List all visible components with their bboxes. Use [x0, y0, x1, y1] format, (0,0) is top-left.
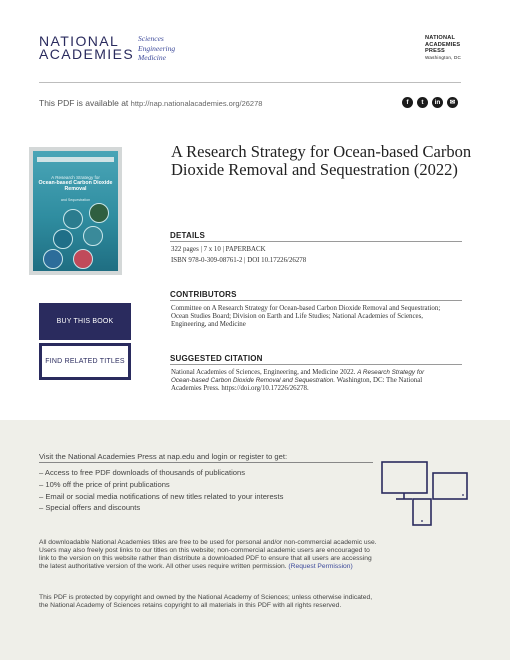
devices-icon	[380, 461, 472, 527]
press-logo	[425, 35, 461, 61]
logo-sub-line: Sciences	[138, 34, 164, 43]
request-permission-link[interactable]: (Request Permission)	[288, 563, 353, 571]
book-title: A Research Strategy for Ocean-based Carbon Dioxide Removal and Sequestration (2022)	[171, 142, 472, 179]
list-item: – Special offers and discounts	[39, 502, 283, 514]
find-related-titles-button[interactable]: FIND RELATED TITLES	[39, 343, 131, 380]
press-location: Washington, DC	[425, 54, 462, 60]
cover-circle	[63, 209, 83, 229]
logo-line: NATIONAL	[39, 33, 120, 49]
cover-circle	[89, 203, 109, 223]
details-pages: 322 pages | 7 x 10 | PAPERBACK	[171, 246, 266, 253]
details-divider	[170, 241, 462, 242]
cover-band	[37, 157, 114, 162]
facebook-icon[interactable]: f	[402, 97, 413, 108]
permission-text	[39, 539, 379, 571]
press-line: ACADEMIES	[425, 41, 461, 48]
cover-circle	[83, 226, 103, 246]
visit-nap-text: Visit the National Academies Press at nap.edu and login or register to get:	[39, 452, 288, 461]
availability-prefix: This PDF is available at	[39, 98, 129, 108]
benefits-list	[39, 467, 283, 514]
contributors-text: Committee on A Research Strategy for Ocean-based Carbon Dioxide Removal and Sequestration; Ocean Studies Board; Division on Earth and Life Studies; National Academies of Sciences, Engineering, and Medicine	[171, 305, 441, 329]
citation-title: A Research Strategy for Ocean-based Carbon Dioxide Removal and Sequestration.	[171, 369, 425, 385]
cover-art	[33, 151, 118, 271]
linkedin-icon[interactable]: in	[432, 97, 443, 108]
buy-this-book-button[interactable]: BUY THIS BOOK	[39, 303, 131, 340]
copyright-text: This PDF is protected by copyright and owned by the National Academy of Sciences; unless otherwise indicated, the National Academy of Sciences retains copyright to all materials in this PDF with all rights reserved.	[39, 594, 373, 610]
logo-line: ACADEMIES	[39, 46, 135, 62]
cover-text-line3: and Sequestration	[60, 198, 91, 202]
header-divider	[39, 82, 461, 83]
book-cover[interactable]	[29, 147, 122, 275]
details-heading: DETAILS	[170, 231, 206, 240]
twitter-icon[interactable]: t	[417, 97, 428, 108]
contributors-heading: CONTRIBUTORS	[170, 290, 237, 299]
press-line: NATIONAL	[425, 35, 456, 41]
logo-sub-line: Engineering	[138, 43, 176, 53]
cover-text-line2: Ocean-based Carbon Dioxide Removal	[38, 180, 113, 192]
social-share	[402, 97, 458, 108]
national-academies-logo	[39, 35, 134, 61]
list-item: – Email or social media notifications of new titles related to your interests	[39, 491, 283, 503]
press-line: PRESS	[425, 48, 445, 54]
visit-divider	[39, 462, 373, 463]
citation-before: National Academies of Sciences, Engineering, and Medicine 2022.	[171, 369, 356, 376]
list-item: – 10% off the price of print publications	[39, 479, 283, 491]
availability-line	[39, 98, 262, 108]
citation-divider	[170, 364, 462, 365]
cover-circle	[43, 249, 63, 269]
details-text	[171, 246, 441, 265]
citation-heading: SUGGESTED CITATION	[170, 354, 263, 363]
details-isbn: ISBN 978-0-309-08761-2 | DOI 10.17226/26278	[171, 257, 307, 265]
cover-circle	[73, 249, 93, 269]
availability-url[interactable]: http://nap.nationalacademies.org/26278	[130, 99, 263, 108]
contributors-divider	[170, 300, 462, 301]
logo-sub-line: Medicine	[138, 53, 166, 62]
citation-text	[171, 369, 426, 394]
cover-text-line1: A Research Strategy for	[51, 175, 100, 180]
cover-circle	[53, 229, 73, 249]
email-icon[interactable]: ✉	[447, 97, 458, 108]
citation-after: Washington, DC: The National Academies Press. https://doi.org/10.17226/26278.	[171, 377, 423, 393]
list-item: – Access to free PDF downloads of thousands of publications	[39, 467, 283, 479]
logo-subtitle	[138, 34, 175, 63]
permission-body: All downloadable National Academies titles are free to be used for personal and/or non-commercial academic use. Users may also freely post links to our titles on this website; non-commercial academic users are encouraged to link to the version on this website rather than distribute a downloaded PDF to ensure that all users are accessing the latest authoritative version of the work. All other uses require written permission.	[39, 539, 377, 571]
